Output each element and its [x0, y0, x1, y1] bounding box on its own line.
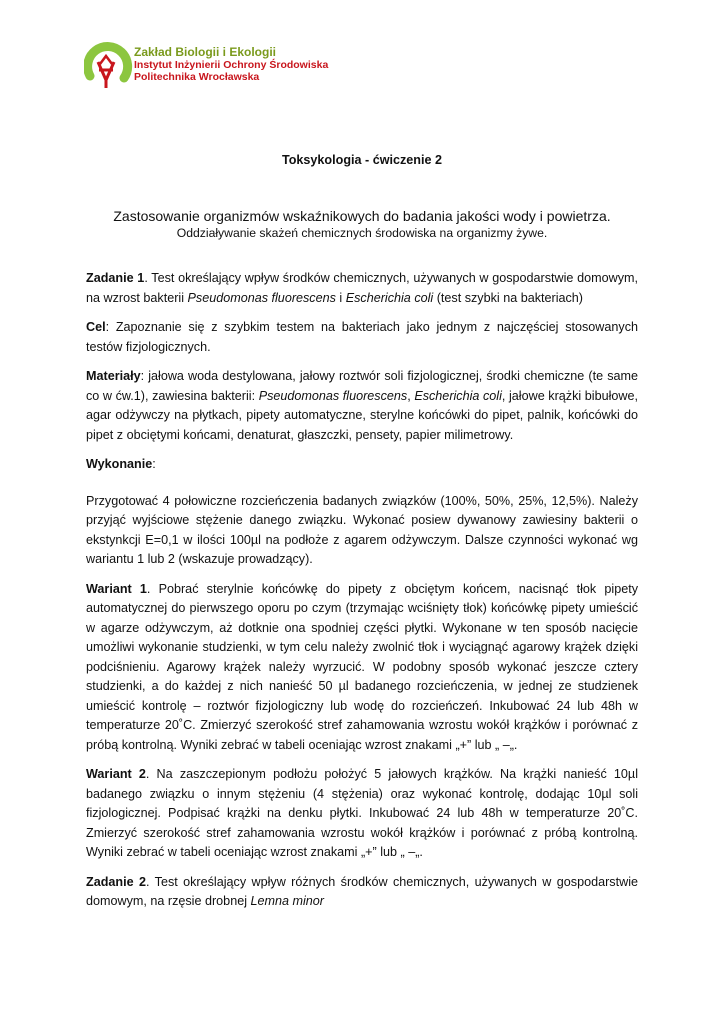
- variant-1-text: . Pobrać sterylnie końcówkę do pipety z obciętym końcem, nacisnąć tłok pipety automatycznej do pierwszego oporu po czym (trzymając wciśnięty tłok) końcówkę pipety umieścić w agarze odżywczym, aż dotknie ona spodniej części płytki. Wykonane w ten sposób nacięcie umożliwi wykonanie studzienki, w tym celu należy zwolnić tłok i wyciągnąć agarowy krążek dzięki podciśnieniu. Agarowy krążek należy wyrzucić. W podobny sposób wykonać jeszcze cztery studzienki, a do każdej z nich nanieść 50 µl badanego rozcieńczenia, w jednej ze studzienek umieścić kontrolę – roztwór fizjologiczny lub wodę do rozcieńczeń. Inkubować 24 lub 48h w temperaturze 20˚C. Zmierzyć szerokość stref zahamowania wzrostu wokół krążków i porównać z próbą kontrolną. Wyniki zebrać w tabeli oceniając wzrost znakami „+” lub „ –„.: [86, 581, 638, 752]
- materials-paragraph: [86, 367, 638, 445]
- variant-1-paragraph: [86, 580, 638, 756]
- materials-text: : jałowa woda destylowana, jałowy roztwór soli fizjologicznej, środki chemiczne (te same co w ćw.1), zawiesina bakterii:: [86, 369, 638, 403]
- task-1-text: . Test określający wpływ środków chemicznych, używanych w gospodarstwie domowym, na wzrost bakterii: [86, 271, 639, 305]
- species-name: Pseudomonas fluorescens: [187, 290, 336, 305]
- variant-2-label: Wariant 2: [86, 767, 146, 781]
- variant-2-text: . Na zaszczepionym podłożu położyć 5 jałowych krążków. Na krążki nanieść 10µl badanego związku o innym stężeniu (4 stężenia) oraz wykonać kontrolę, dodając 10µl soli fizjologicznej. Podpisać krążki na denku płytki. Inkubować 24 lub 48h w temperaturze 20˚C. Zmierzyć szerokość stref zahamowania wzrostu wokół krążków i porównać z próbą kontrolną. Wyniki zebrać w tabeli oceniając wzrost znakami „+” lub „ –„.: [86, 767, 638, 859]
- species-name: Escherichia coli: [345, 290, 434, 305]
- task-1-paragraph: [86, 269, 638, 308]
- species-name: Escherichia coli: [414, 388, 502, 403]
- task-1-label: Zadanie 1: [86, 271, 145, 285]
- materials-text-end: , jałowe krążki bibułowe, agar odżywczy na płytkach, pipety automatyczne, sterylne końcówki do pipet, palnik, końcówki do pipet z obciętymi końcami, denaturat, głaszczki, pensety, papier milimetrowy.: [86, 388, 638, 442]
- procedure-colon: :: [152, 457, 156, 471]
- species-name: Lemna minor: [250, 894, 324, 908]
- task-2-paragraph: [86, 873, 638, 912]
- procedure-label: Wykonanie: [86, 457, 153, 471]
- header-logo: [84, 40, 334, 102]
- institute-emblem-icon: [84, 40, 134, 94]
- variant-2-paragraph: [86, 765, 638, 863]
- logo-unit-name: Zakład Biologii i Ekologii: [134, 45, 277, 59]
- task-2-text: . Test określający wpływ różnych środków chemicznych, używanych w gospodarstwie domowym, na rzęsie drobnej: [86, 874, 638, 908]
- goal-text: : Zapoznanie się z szybkim testem na bakteriach jako jednym z najczęściej stosowanych testów fizjologicznych.: [86, 320, 638, 354]
- goal-paragraph: [86, 318, 638, 357]
- materials-label: Materiały: [86, 369, 141, 383]
- task-2-label: Zadanie 2: [86, 874, 146, 889]
- separator-text: ,: [407, 388, 415, 403]
- page-subtitle-secondary: Oddziaływanie skażeń chemicznych środowiska na organizmy żywe.: [176, 226, 548, 240]
- separator-text: i: [335, 290, 346, 305]
- page-subtitle: Zastosowanie organizmów wskaźnikowych do badania jakości wody i powietrza.: [113, 208, 611, 224]
- species-name: Pseudomonas fluorescens: [258, 388, 408, 403]
- document-body: [86, 269, 638, 912]
- logo-university-name: Politechnika Wrocławska: [134, 71, 260, 83]
- preparation-paragraph: Przygotować 4 połowiczne rozcieńczenia badanych związków (100%, 50%, 25%, 12,5%). Należy przyjąć wyjściowe stężenie danego związku. Wykonać posiew dywanowy zawiesiny bakterii o ekstynkcji E=0,1 w ilości 100µl na podłoże z agarem odżywczym. Dalsze czynności wykonać wg wariantu 1 lub 2 (wskazuje prowadzący).: [86, 493, 638, 566]
- goal-label: Cel: [86, 320, 106, 334]
- page-title: Toksykologia - ćwiczenie 2: [281, 153, 443, 167]
- variant-1-label: Wariant 1: [86, 581, 147, 596]
- procedure-heading: [86, 455, 638, 475]
- logo-institute-name: Instytut Inżynierii Ochrony Środowiska: [134, 58, 329, 71]
- task-1-text-end: (test szybki na bakteriach): [433, 290, 584, 305]
